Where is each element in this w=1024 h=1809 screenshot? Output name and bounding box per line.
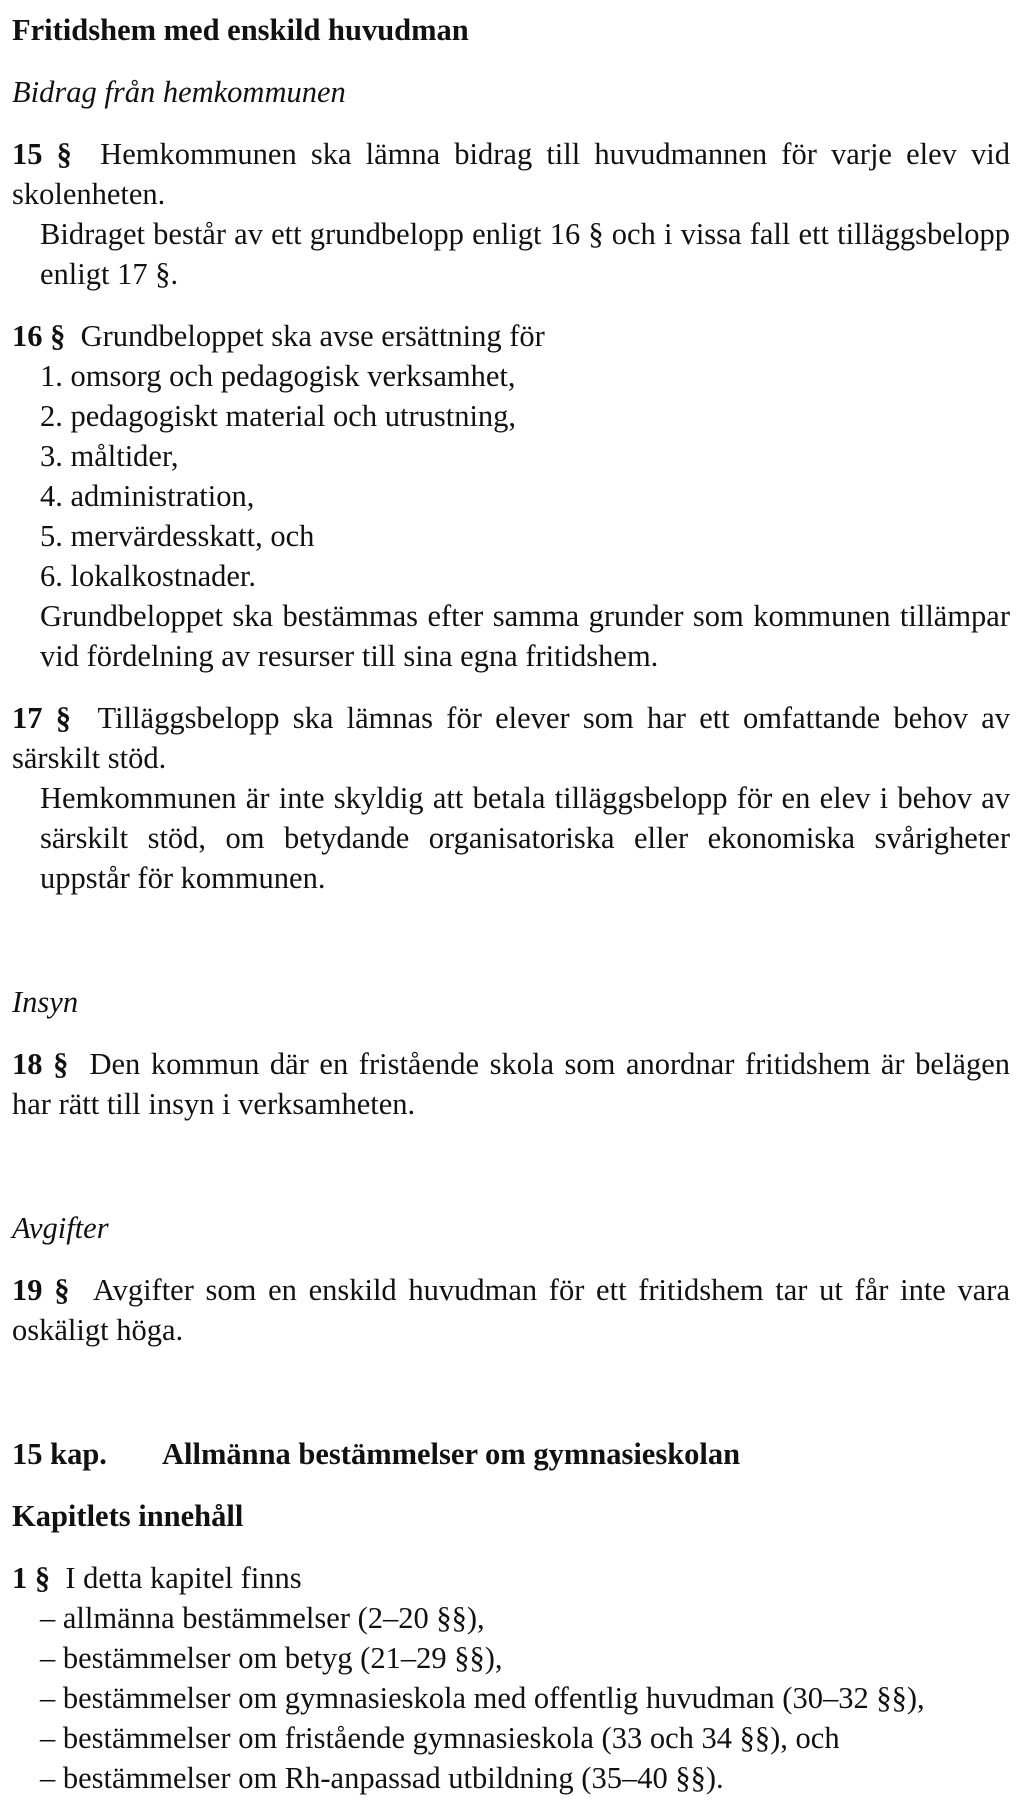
paragraph-17 (12, 698, 1010, 778)
paragraph-number: 19 (12, 1273, 43, 1307)
subheading-insyn: Insyn (12, 985, 79, 1019)
contents-heading: Kapitlets innehåll (12, 1499, 244, 1533)
list-item: – allmänna bestämmelser (2–20 §§), (40, 1601, 485, 1635)
subheading-avgifter: Avgifter (12, 1211, 109, 1245)
paragraph-18 (12, 1044, 1010, 1124)
list-item: – bestämmelser om gymnasieskola med offentlig huvudman (30–32 §§), (40, 1681, 925, 1715)
paragraph-1 (12, 1558, 1010, 1598)
section-sign: § (34, 1561, 51, 1595)
paragraph-text: Tilläggsbelopp ska lämnas för elever som har ett omfattande behov av särskilt stöd. (12, 701, 1010, 775)
paragraph-text: Den kommun där en fristående skola som anordnar fritidshem är belägen har rätt till insyn i verksamheten. (12, 1047, 1010, 1121)
paragraph-number: 16 (12, 319, 43, 353)
paragraph-text: Grundbeloppet ska avse ersättning för (80, 319, 545, 353)
paragraph-number: 18 (12, 1047, 43, 1081)
paragraph-number: 15 (12, 137, 43, 171)
list-item: 1. omsorg och pedagogisk verksamhet, (40, 359, 516, 393)
section-sign: § (55, 701, 72, 735)
list-item: – bestämmelser om betyg (21–29 §§), (40, 1641, 503, 1675)
section-sign: § (54, 1273, 70, 1307)
subheading-bidrag: Bidrag från hemkommunen (12, 75, 346, 109)
paragraph-text: I detta kapitel finns (65, 1561, 302, 1595)
list-item: 2. pedagogiskt material och utrustning, (40, 399, 517, 433)
list-item: 5. mervärdesskatt, och (40, 519, 315, 553)
paragraph-15 (12, 134, 1010, 214)
section-sign: § (56, 137, 72, 171)
list-item: 3. måltider, (40, 439, 179, 473)
list-item: 6. lokalkostnader. (40, 559, 257, 593)
list-item: 4. administration, (40, 479, 255, 513)
section-sign: § (53, 1047, 69, 1081)
paragraph-16 (12, 316, 1010, 356)
list-item: – bestämmelser om fristående gymnasieskola (33 och 34 §§), och (40, 1721, 840, 1755)
paragraph-number: 1 (12, 1561, 28, 1595)
section-sign: § (50, 319, 66, 353)
paragraph-19 (12, 1270, 1010, 1350)
document-page (12, 10, 1010, 1798)
chapter-number: 15 kap. (12, 1437, 107, 1471)
section-heading: Fritidshem med enskild huvudman (12, 13, 469, 47)
list-item: – bestämmelser om Rh-anpassad utbildning (35–40 §§). (40, 1761, 724, 1795)
paragraph-16-text2: Grundbeloppet ska bestämmas efter samma grunder som kommunen tillämpar vid fördelning av resurser till sina egna fritidshem. (40, 599, 1010, 673)
paragraph-text: Avgifter som en enskild huvudman för ett fritidshem tar ut får inte vara oskäligt höga. (12, 1273, 1010, 1347)
paragraph-17-text2: Hemkommunen är inte skyldig att betala tilläggsbelopp för en elev i behov av särskilt stöd, om betydande organisatoriska eller ekonomiska svårigheter uppstår för kommunen. (40, 781, 1010, 895)
paragraph-text: Hemkommunen ska lämna bidrag till huvudmannen för varje elev vid skolenheten. (12, 137, 1011, 211)
paragraph-15-text2: Bidraget består av ett grundbelopp enligt 16 § och i vissa fall ett tilläggsbelopp enligt 17 §. (40, 217, 1010, 291)
chapter-heading (12, 1434, 1010, 1474)
paragraph-number: 17 (12, 701, 43, 735)
chapter-title: Allmänna bestämmelser om gymnasieskolan (162, 1437, 741, 1471)
